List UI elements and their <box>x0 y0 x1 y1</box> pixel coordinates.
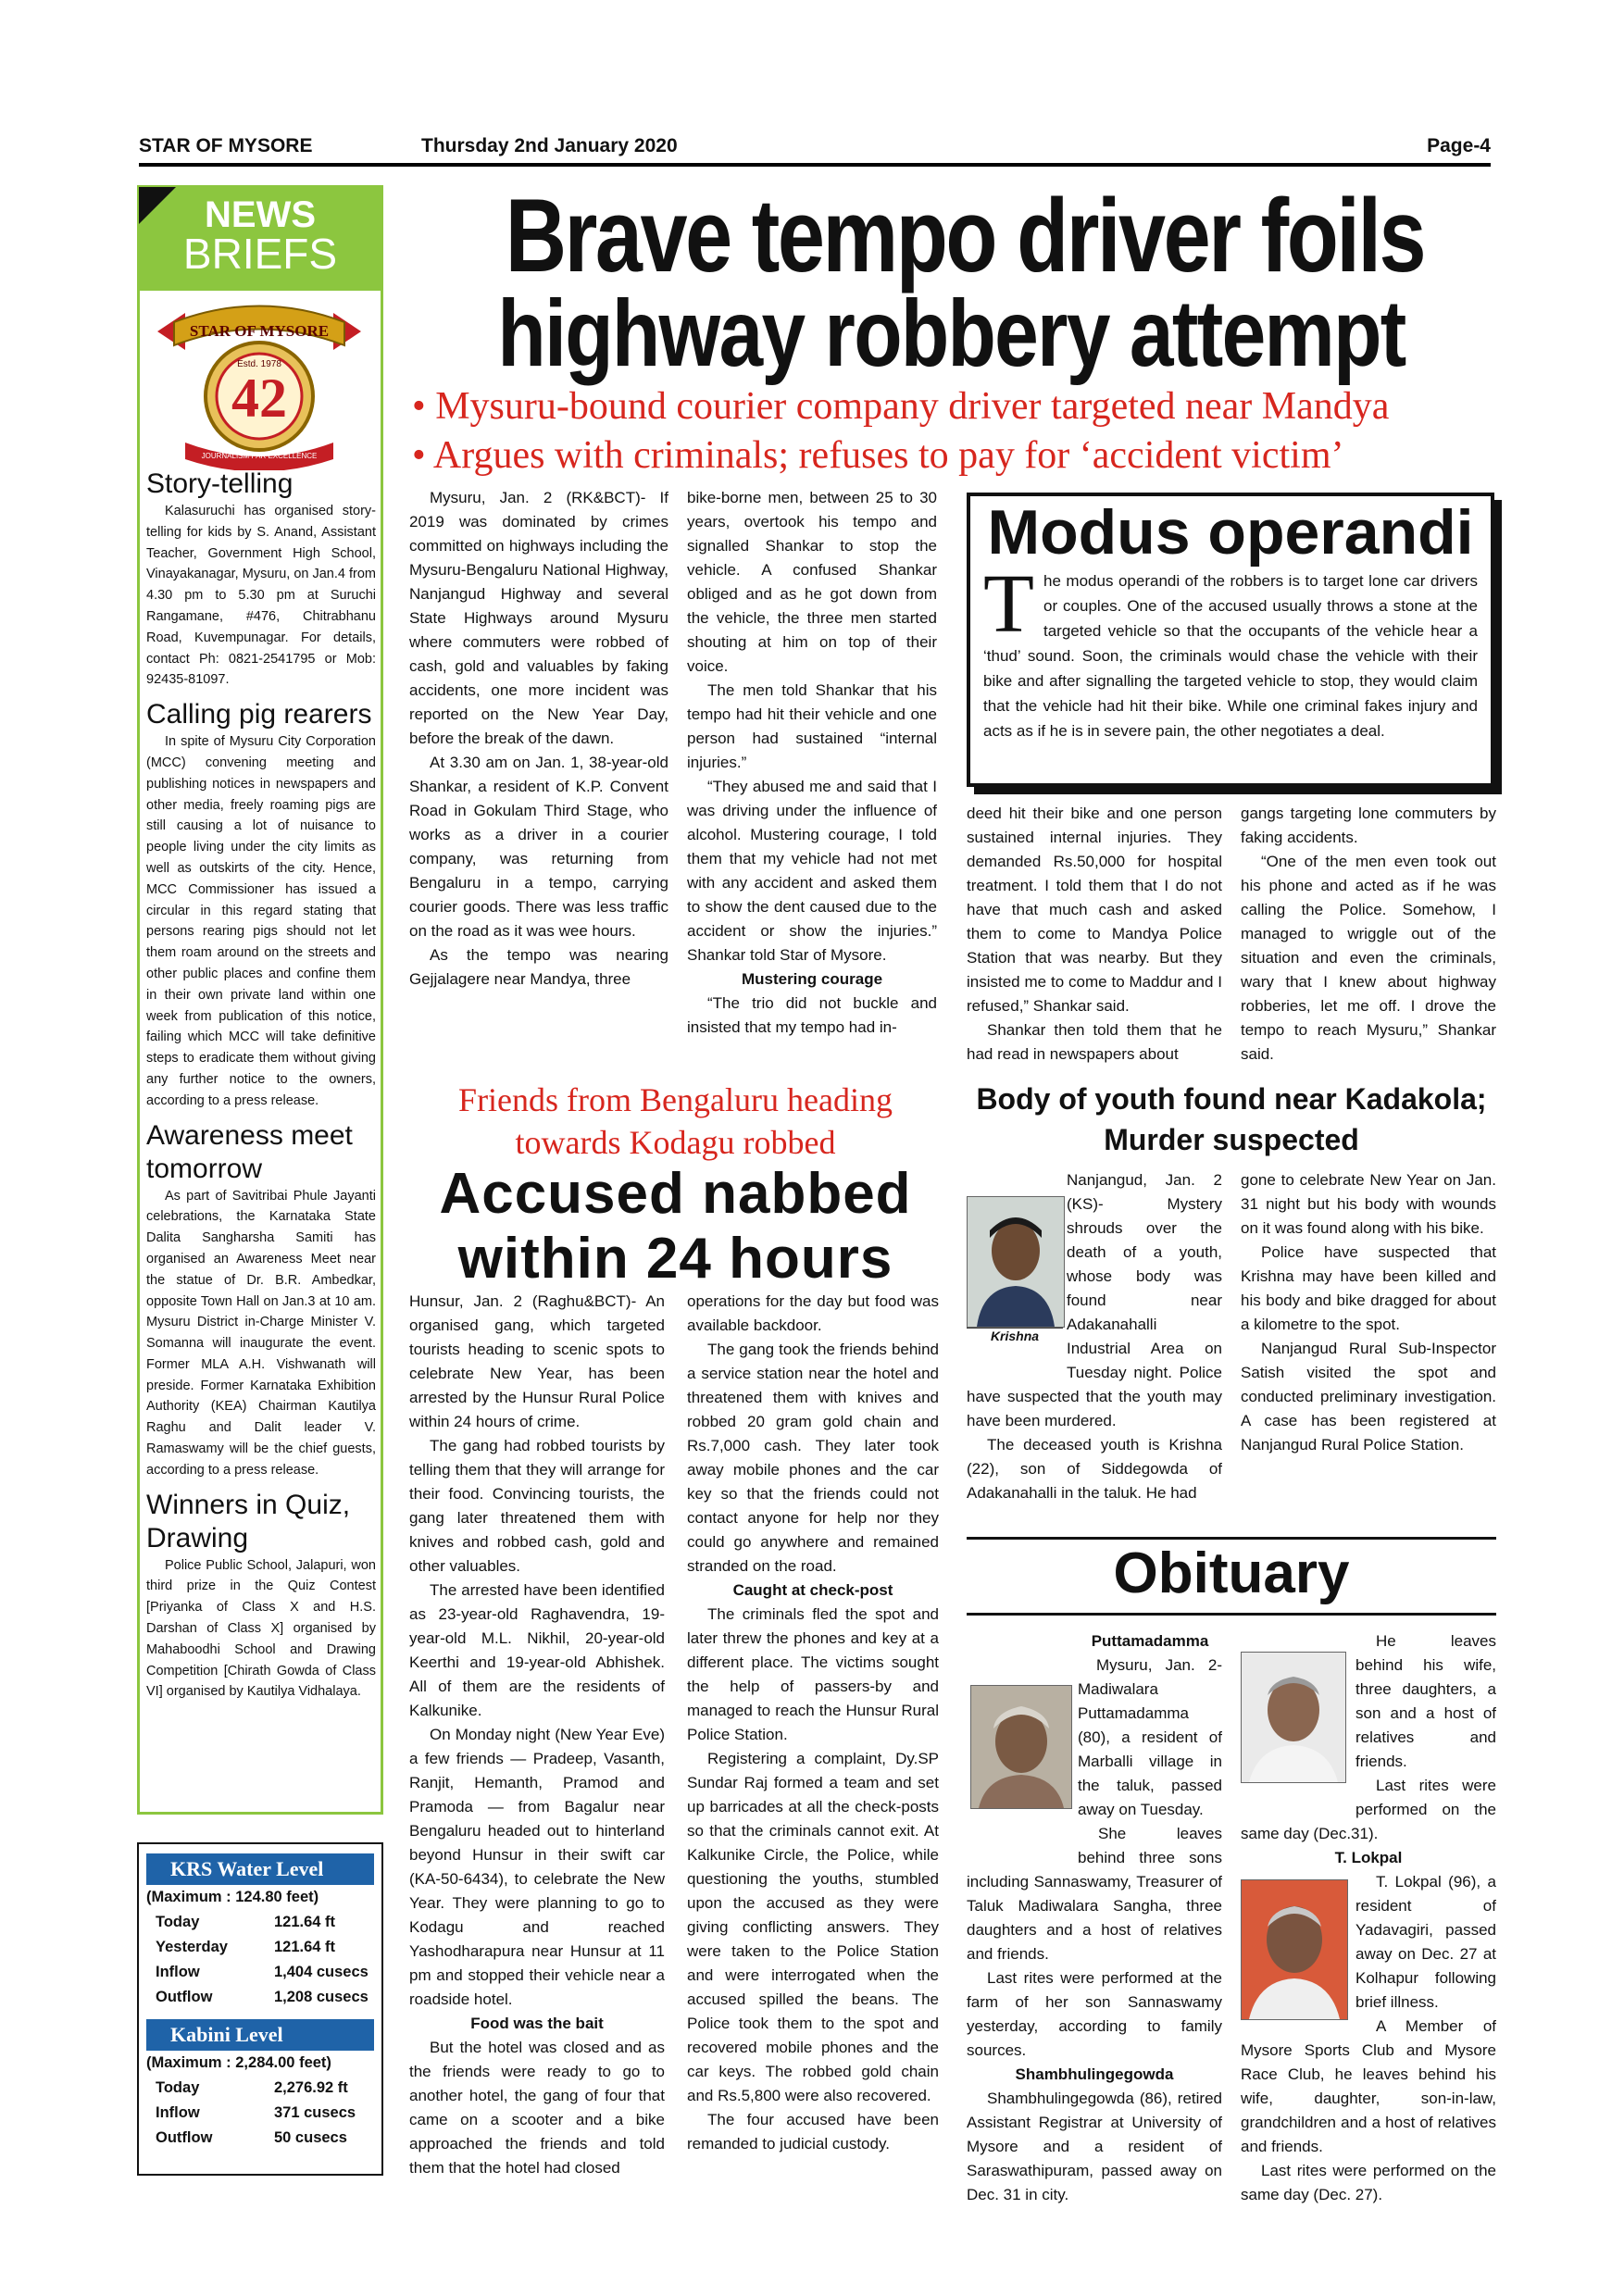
modus-title: Modus operandi <box>987 497 1474 568</box>
kabini-title: Kabini Level <box>146 2019 374 2051</box>
paragraph: As the tempo was nearing Gejjalagere near Mandya, three <box>409 946 668 988</box>
accused-headline: Accused nabbed within 24 hours <box>439 1162 912 1291</box>
paragraph: bike-borne men, between 25 to 30 years, overtook his tempo and signalled Shankar to stop the vehicle. A confused Shankar obliged and as he got down from the vehicle, the three men started shouting at him on top of their voice. <box>687 489 937 675</box>
paragraph: The deceased youth is Krishna (22), son of Siddegowda of Adakanahalli in the taluk. He had <box>967 1436 1222 1502</box>
krs-row: Outflow 1,208 cusecs <box>156 1989 369 2005</box>
paragraph: gangs targeting lone commuters by faking accidents. <box>1241 805 1496 846</box>
logo-estd: Estd. 1978 <box>237 359 281 369</box>
obit-name: Puttamadamma <box>1091 1632 1209 1650</box>
krs-row: Inflow 1,404 cusecs <box>156 1964 369 1980</box>
main-story-col3 <box>967 802 1222 1067</box>
brief-text: Kalasuruchi has organised story-telling for kids by S. Anand, Assistant Teacher, Government High School, Vinayakanagar, Mysuru, on Jan.4 from 4.30 pm to 5.30 pm at Suruchi Rangamane, #476, Chitrabhanu Road, Kuvempunagar. For details, contact Ph: 0821-2541795 or Mob: 92435-81097. <box>146 504 376 688</box>
paragraph: The gang took the friends behind a service station near the hotel and threatened them with knives and robbed 20 gram gold chain and Rs.7,000 cash. They later took away mobile phones and the car key so that the friends could not contact anyone for help nor they could go anywhere and remained stranded on the road. <box>687 1341 939 1575</box>
photo-caption: Krishna <box>967 1328 1063 1343</box>
accused-kicker: Friends from Bengaluru heading towards Kodagu robbed <box>458 1081 893 1161</box>
paragraph: operations for the day but food was available backdoor. <box>687 1292 939 1334</box>
paragraph: At 3.30 am on Jan. 1, 38-year-old Shankar, a resident of K.P. Convent Road in Gokulam Third Stage, who works as a driver in a courier company, was returning from Bengaluru in a tempo, carrying courier goods. There was less traffic on the road as it was wee hours. <box>409 754 668 940</box>
paragraph: “One of the men even took out his phone and acted as if he was calling the Police. Somehow, I managed to wriggle out of the situation and even the criminals, wary that I knew about highway robberies, let me off. I drove the tempo to reach Mysuru,” Shankar said. <box>1241 853 1496 1063</box>
main-headline-line2: highway robbery attempt <box>497 281 1405 386</box>
brief-title: Story-telling <box>146 468 294 499</box>
paragraph: Nanjangud, Jan. 2 (KS)- Mystery shrouds over the death of a youth, whose body was found near Adakanahalli Industrial Area on Tuesday night. Police have suspected that the youth may have been murdered. <box>967 1171 1222 1429</box>
krs-title: KRS Water Level <box>146 1853 374 1885</box>
paragraph: Last rites were performed at the farm of her son Sannaswamy yesterday, according to family sources. <box>967 1969 1222 2059</box>
krs-row: Today 121.64 ft <box>156 1914 336 1930</box>
paragraph: On Monday night (New Year Eve) a few friends — Pradeep, Vasanth, Ranjit, Hemanth, Pramod and Pramoda — from Bagalur near Bengaluru headed out to hinterland beyond Hunsur in their swift car (KA-50-6434), to celebrate the New Year. They were planning to go to Kodagu and reached Yashodharapura near Hunsur at 11 pm and stopped their vehicle near a roadside hotel. <box>409 1726 665 2008</box>
water-level-box <box>137 1842 383 2176</box>
paragraph: The gang had robbed tourists by telling them that they will arrange for their food. Convincing tourists, the gang later threatened them with knives and robbed cash, gold and other valuables. <box>409 1437 665 1575</box>
subheading: Food was the bait <box>470 2015 604 2032</box>
page-number: Page-4 <box>1427 135 1491 156</box>
kabini-row: Today 2,276.92 ft <box>156 2079 348 2096</box>
paragraph: Nanjangud Rural Sub-Inspector Satish visited the spot and conducted preliminary investigation. A case has been registered at Nanjangud Rural Police Station. <box>1241 1340 1496 1454</box>
anniversary-logo <box>148 294 370 470</box>
main-story-col4 <box>1241 802 1496 1067</box>
main-headline-line1: Brave tempo driver foils <box>505 178 1425 293</box>
obit-name: T. Lokpal <box>1334 1849 1403 1866</box>
paper-name: STAR OF MYSORE <box>139 135 313 156</box>
paragraph: “They abused me and said that I was driving under the influence of alcohol. Mustering courage, I told them that my vehicle had not met with any accident and asked them to show the dent caused due to the accident or show the injuries.” Shankar told Star of Mysore. <box>687 778 937 964</box>
brief-title: Awareness meet tomorrow <box>146 1119 353 1184</box>
subheading: Caught at check-post <box>732 1581 893 1599</box>
kabini-max: (Maximum : 2,284.00 feet) <box>146 2054 331 2071</box>
obituary-title: Obituary <box>1113 1541 1350 1605</box>
main-story-col2 <box>687 486 937 1040</box>
brief-title: Calling pig rearers <box>146 699 372 730</box>
brief-text: In spite of Mysuru City Corporation (MCC) convening meeting and publishing notices in newspapers and other media, freely roaming pigs are still causing a lot of nuisance to people living under the city limits as well as outskirts of the city. Hence, MCC Commissioner has issued a circular in this regard stating that persons rearing pigs should not let them roam around on the streets and other public places and confine them in their own private land within one week from publication of this notice, failing which MCC will take definitive steps to eradicate them without giving any further notice to the owners, according to a press release. <box>146 734 376 1108</box>
krs-max: (Maximum : 124.80 feet) <box>146 1889 319 1905</box>
krs-row: Yesterday 121.64 ft <box>156 1939 336 1955</box>
drop-cap: T <box>983 558 1034 650</box>
paragraph: Police have suspected that Krishna may have been killed and his body and bike dragged for about a kilometre to the spot. <box>1241 1243 1496 1333</box>
paragraph: The arrested have been identified as 23-year-old Raghavendra, 19-year-old M.L. Nikhil, 20-year-old Keerthi and 19-year-old Abhishek. All of them are the residents of Kalkunike. <box>409 1581 665 1719</box>
youth-col1 <box>967 1168 1222 1505</box>
obit-name: Shambhulingegowda <box>1015 2065 1174 2083</box>
paragraph: Mysuru, Jan. 2- Madiwalara Puttamadamma (80), a resident of Marballi village in the taluk, passed away on Tuesday. <box>1078 1656 1222 1818</box>
paragraph: Hunsur, Jan. 2 (Raghu&BCT)- An organised gang, which targeted tourists heading to scenic spots to celebrate New Year, has been arrested by the Hunsur Rural Police within 24 hours of crime. <box>409 1292 665 1430</box>
logo-motto: JOURNALISM PAR EXCELLENCE <box>201 452 318 460</box>
main-story-col1 <box>409 486 668 992</box>
deck-bullet: • Argues with criminals; refuses to pay for ‘accident victim’ <box>412 434 1344 477</box>
paragraph: “The trio did not buckle and insisted that my tempo had in- <box>687 994 937 1036</box>
youth-headline: Body of youth found near Kadakola; Murder suspected <box>976 1082 1487 1156</box>
briefs-label: BRIEFS <box>182 230 338 278</box>
paragraph: A Member of Mysore Sports Club and Mysore Race Club, he leaves behind his wife, daughter, son-in-law, grandchildren and a host of relatives and friends. <box>1241 2017 1496 2155</box>
paragraph: The criminals fled the spot and later threw the phones and key at a different place. The victims sought the help of passers-by and managed to reach the Hunsur Rural Police Station. <box>687 1605 939 1743</box>
paragraph: deed hit their bike and one person sustained internal injuries. They demanded Rs.50,000 for hospital treatment. I told them that I do not have that much cash and asked them to come to Mandya Police Station that was nearby. But they insisted me to come to Maddur and I refused,” Shankar said. <box>967 805 1222 1015</box>
logo-name: STAR OF MYSORE <box>189 322 330 340</box>
youth-col2 <box>1241 1168 1496 1457</box>
obituary-rule <box>967 1613 1496 1616</box>
accused-col2 <box>687 1290 939 2156</box>
modus-operandi-box <box>967 493 1494 787</box>
paragraph: The four accused have been remanded to judicial custody. <box>687 2111 939 2152</box>
paragraph: Last rites were performed on the same day (Dec.31). <box>1241 1777 1496 1842</box>
brief-title: Winners in Quiz, Drawing <box>146 1489 351 1554</box>
modus-text: The modus operandi of the robbers is to target lone car drivers or couples. One of the accused usually throws a stone at the targeted vehicle so that the occupants of the vehicle hear a ‘thud’ sound. Soon, the criminals would chase the vehicle with their bike and after signalling the targeted vehicle to stop, they would claim that the vehicle had hit their bike. While one criminal fakes injury and acts as if he is in severe pain, the other negotiates a deal. <box>983 558 1478 740</box>
paragraph: Shambhulingegowda (86), retired Assistant Registrar at University of Mysore and a resident of Saraswathipuram, passed away on Dec. 31 in city. <box>967 2090 1222 2203</box>
paragraph: Shankar then told them that he had read in newspapers about <box>967 1021 1222 1063</box>
page-header <box>139 131 1491 167</box>
logo-years: 42 <box>231 368 287 429</box>
paragraph: Mysuru, Jan. 2 (RK&BCT)- If 2019 was dominated by crimes committed on highways including the Mysuru-Bengaluru National Highway, Nanjangud Highway and several State Highways around Mysuru where commuters were robbed of cash, gold and valuables by faking accidents, one more incident was reported on the New Year Day, before the break of the dawn. <box>409 489 668 747</box>
accused-col1 <box>409 1290 665 2180</box>
paragraph: gone to celebrate New Year on Jan. 31 night but his body with wounds on it was found along with his bike. <box>1241 1171 1496 1237</box>
brief-text: As part of Savitribai Phule Jayanti celebrations, the Karnataka State Dalita Sangharsha Samiti has organised an Awareness Meet near the statue of Dr. B.R. Ambedkar, opposite Town Hall on Jan.3 at 10 am. Mysuru District in-Charge Minister V. Somanna will inaugurate the event. Former MLA A.H. Vishwanath will preside. Former Karnataka Exhibition Authority (KEA) Chairman Kautilya Raghu and Dalit leader V. Ramaswamy will be the chief guests, according to a press release. <box>146 1188 376 1478</box>
brief-text: Police Public School, Jalapuri, won third prize in the Quiz Contest [Priyanka of Class X and H.S. Darshan of Class X] organised by Mahaboodhi School and Drawing Competition [Chirath Gowda of Class VI] organised by Kautilya Vidhalaya. <box>146 1557 376 1700</box>
paragraph: But the hotel was closed and as the friends were ready to go to another hotel, the gang of four that came on a scooter and a bike approached the friends and told them that the hotel had closed <box>409 2039 665 2177</box>
paragraph: The men told Shankar that his tempo had hit their vehicle and one person had sustained “internal injuries.” <box>687 681 937 771</box>
deck-bullet: • Mysuru-bound courier company driver targeted near Mandya <box>412 385 1390 428</box>
paragraph: Registering a complaint, Dy.SP Sundar Raj formed a team and set up barricades at all the check-posts so that the criminals cannot exit. At Kalkunike Circle, the Police, while questioning the youths, stumbled upon the accused as they were giving conflicting answers. They were taken to the Police Station and were interrogated when the accused spilled the beans. The Police took them to the spot and recovered mobile phones and the car keys. The robbed gold chain and Rs.5,800 were also recovered. <box>687 1750 939 2104</box>
issue-date: Thursday 2nd January 2020 <box>421 135 678 156</box>
brief-list <box>146 468 376 1703</box>
kabini-row: Inflow 371 cusecs <box>156 2104 356 2121</box>
paragraph: He leaves behind his wife, three daughters, a son and a host of relatives and friends. <box>1355 1632 1496 1770</box>
news-label: NEWS <box>205 194 316 235</box>
subheading: Mustering courage <box>741 970 883 988</box>
kabini-row: Outflow 50 cusecs <box>156 2129 347 2146</box>
paragraph: She leaves behind three sons including Sannaswamy, Treasurer of Taluk Madiwalara Sangha, three daughters and a host of relatives and friends. <box>967 1825 1222 1963</box>
obituary-col1 <box>967 1629 1222 2207</box>
obituary-col2 <box>1241 1629 1496 2207</box>
paragraph: T. Lokpal (96), a resident of Yadavagiri, passed away on Dec. 27 at Kolhapur following brief illness. <box>1355 1873 1496 2011</box>
paragraph: Last rites were performed on the same day (Dec. 27). <box>1241 2162 1496 2203</box>
